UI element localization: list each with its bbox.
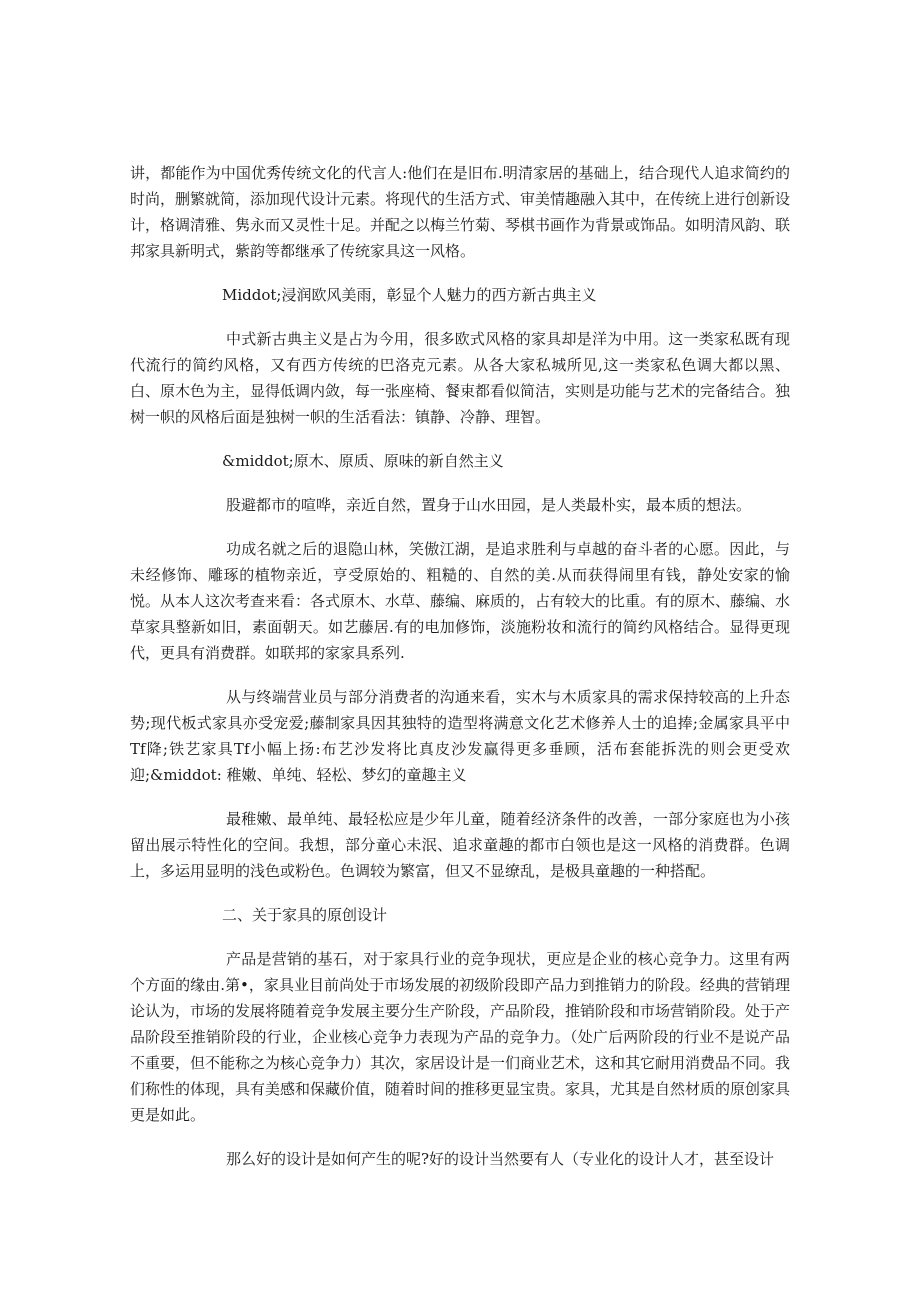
document-page — [130, 160, 790, 1190]
paragraph-5: 从与终端营业员与部分消费者的沟通来看，实木与木质家具的需求保持较高的上升态势;现代板式家具亦受宠爱;藤制家具因其独特的造型将满意文化艺术修养人士的追捧;金属家具平中Tf降;铁艺家具Tf小幅上扬:布艺沙发将比真皮沙发赢得更多垂顾，活布套能拆洗的则会更受欢迎;&middot: 稚嫩、单纯、轻松、梦幻的童趣主义 — [130, 688, 790, 784]
paragraph-7: 产品是营销的基石，对于家具行业的竞争现状，更应是企业的核心竞争力。这里有两个方面的缘由.第•，家具业目前尚处于市场发展的初级阶段即产品力到推销力的阶段。经典的营销理论认为，市场的发展将随着竞争发展主要分生产阶段，产品阶段，推销阶段和市场营销阶段。处于产品阶段至推销阶段的行业，企业核心竞争力表现为产品的竞争力。（处广后两阶段的行业不是说产品不重要，但不能称之为核心竞争力）其次，家居设计是一们商业艺术，这和其它耐用消费品不同。我们称性的体现，具有美感和保藏价值，随着时间的推移更显宝贵。家具，尤其是自然材质的原创家具更是如此。 — [130, 950, 791, 1124]
paragraph-6: 最稚嫩、最单纯、最轻松应是少年儿童，随着经济条件的改善，一部分家庭也为小孩留出展示特性化的空间。我想，部分童心未泯、追求童趣的都市白领也是这一风格的消费群。色调上，多运用显明的浅色或粉色。色调较为繁富，但又不显缭乱，是极具童趣的一种搭配。 — [130, 810, 790, 880]
section-heading-original-design: 二、关于家具的原创设计 — [222, 906, 388, 924]
paragraph-1: 讲，都能作为中国优秀传统文化的代言人:他们在是旧布.明清家居的基础上，结合现代人追求简约的时尚，删繁就简，添加现代设计元素。将现代的生活方式、审美情趣融入其中，在传统上进行创新设计，格调清雅、隽永而又灵性十足。并配之以梅兰竹菊、琴棋书画作为背景或饰品。如明清风韵、联邦家具新明式，紫韵等都继承了传统家具这一风格。 — [130, 164, 791, 260]
paragraph-8: 那么好的设计是如何产生的呢?好的设计当然要有人（专业化的设计人才，甚至设计 — [226, 1150, 775, 1168]
section-heading-naturalism: &middot;原木、原质、原味的新自然主义 — [222, 452, 504, 470]
section-heading-neoclassical: Middot;浸润欧风美雨，彰显个人魅力的西方新古典主义 — [222, 286, 597, 304]
paragraph-2: 中式新古典主义是占为今用，很多欧式风格的家具却是洋为中用。这一类家私既有现代流行的简约风格，又有西方传统的巴洛克元素。从各大家私城所见,这一类家私色调大都以黑、白、原木色为主，显得低调内敛，每一张座椅、餐束都看似简洁，实则是功能与艺术的完备结合。独树一帜的风格后面是独树一帜的生活看法：镇静、冷静、理智。 — [130, 330, 791, 426]
paragraph-3: 股避都市的喧哗，亲近自然，置身于山水田园，是人类最朴实，最本质的想法。 — [226, 496, 752, 514]
paragraph-4: 功成名就之后的退隐山林，笑傲江湖，是追求胜利与卓越的奋斗者的心愿。因此，与未经修饰、雕琢的植物亲近，亨受原始的、粗糙的、自然的美.从而获得闹里有钱，静处安家的愉悦。从本人这次考查来看：各式原木、水草、藤编、麻质的，占有较大的比重。有的原木、藤编、水草家具整新如旧，素面朝天。如艺藤居.有的电加修饰，淡施粉妆和流行的简约风格结合。显得更现代，更具有消费群。如联邦的家家具系列. — [130, 540, 791, 662]
